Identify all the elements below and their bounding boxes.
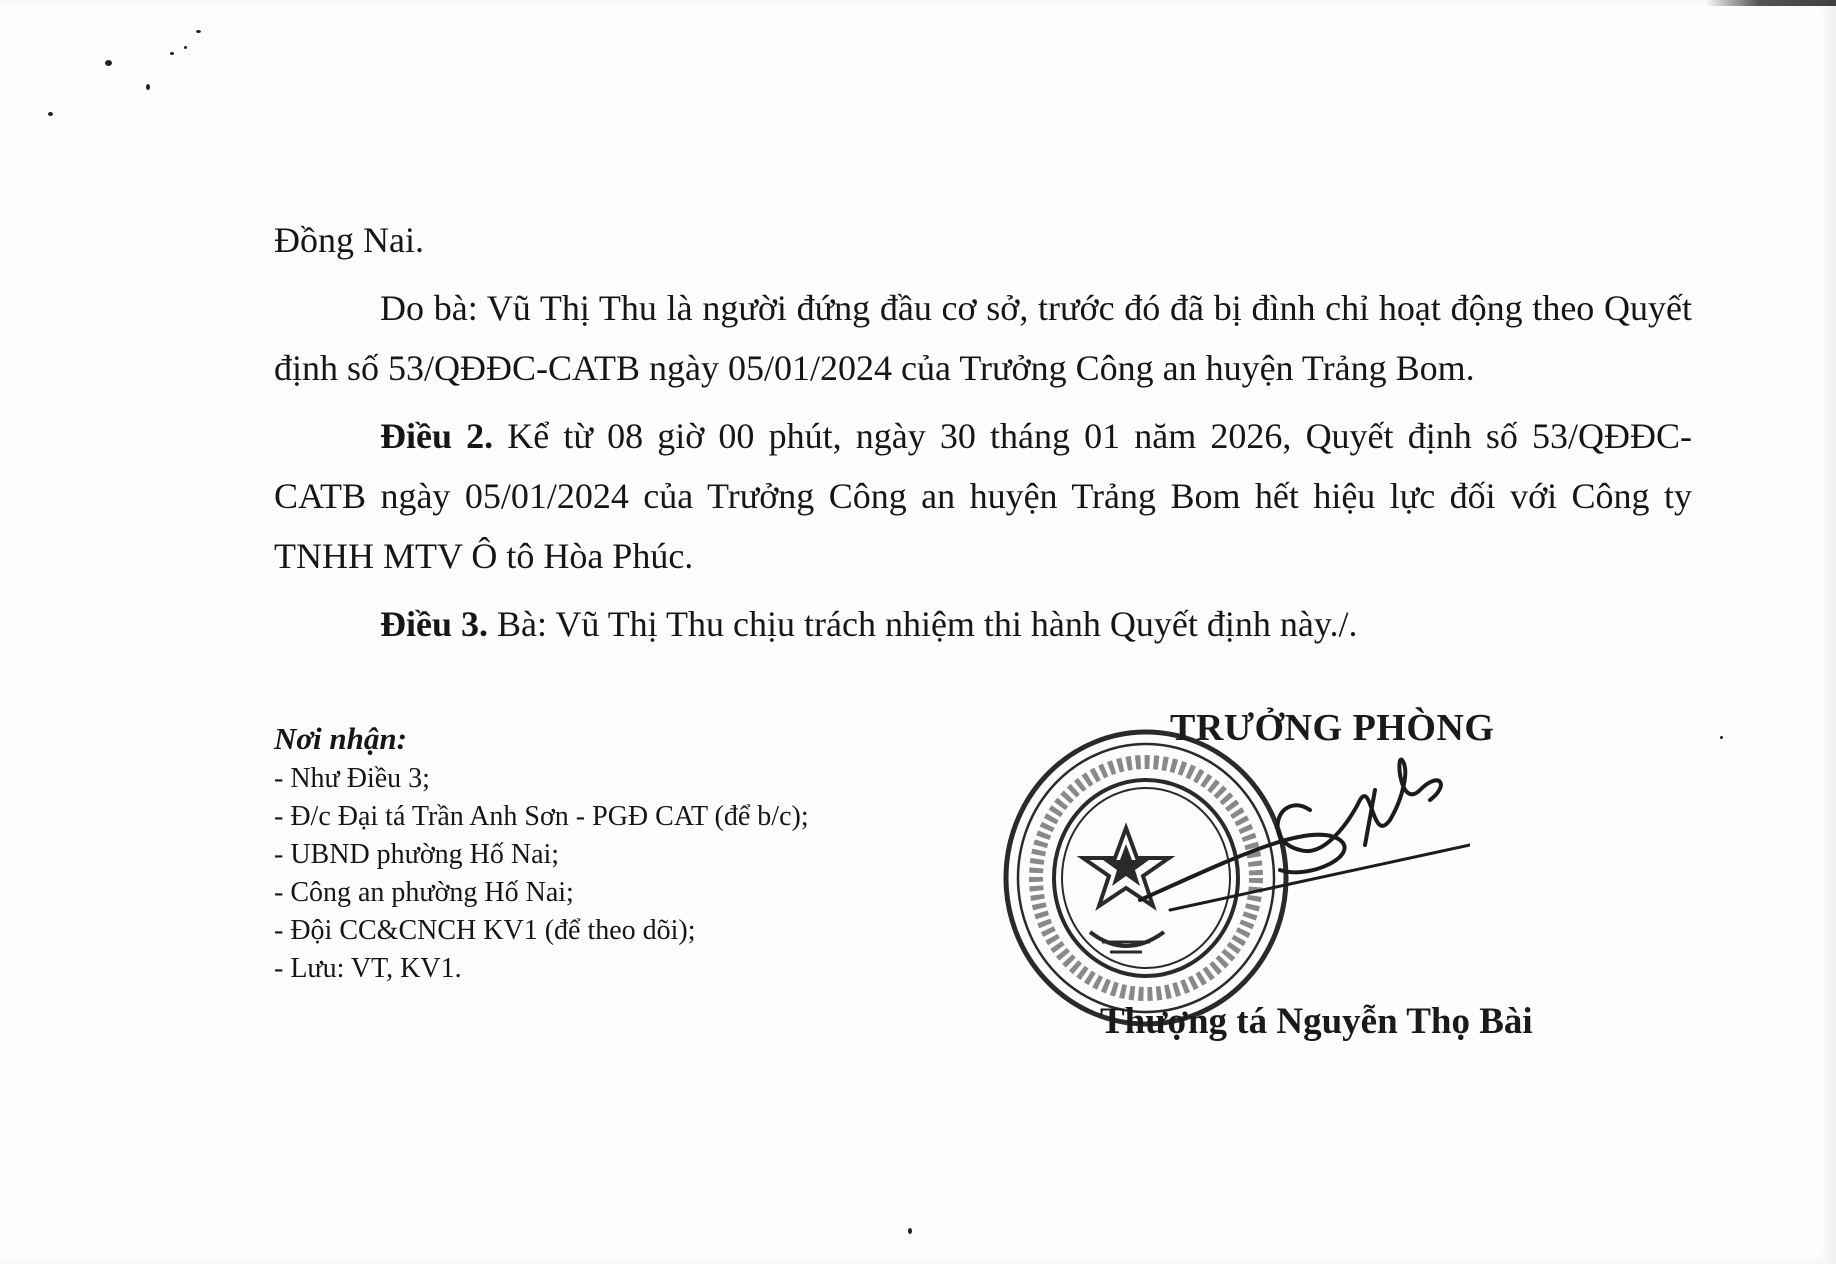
recipient-item: - Như Điều 3; xyxy=(274,763,430,794)
recipients-block xyxy=(274,720,934,988)
signature-mark xyxy=(1110,750,1470,920)
paragraph-reason: Do bà: Vũ Thị Thu là người đứng đầu cơ sở, trước đó đã bị đình chỉ hoạt động theo Quyết định số 53/QĐĐC-CATB ngày 05/01/2024 của Trưởng Công an huyện Trảng Bom. xyxy=(274,288,1692,388)
recipients-list xyxy=(274,760,934,988)
scan-speck xyxy=(105,60,112,66)
article-2-label: Điều 2. xyxy=(380,416,494,456)
recipient-item: - Đ/c Đại tá Trần Anh Sơn - PGĐ CAT (để b/c); xyxy=(274,801,809,832)
recipient-item: - Công an phường Hố Nai; xyxy=(274,877,574,908)
scan-speck xyxy=(184,46,187,49)
scan-speck xyxy=(170,52,174,55)
decision-body xyxy=(274,210,1692,662)
recipient-item: - UBND phường Hố Nai; xyxy=(274,839,560,870)
signer-title: TRƯỞNG PHÒNG xyxy=(1170,707,1495,749)
scan-speck xyxy=(196,30,201,33)
article-3-label: Điều 3. xyxy=(380,604,488,644)
recipient-item: - Đội CC&CNCH KV1 (để theo dõi); xyxy=(274,915,696,946)
scan-speck xyxy=(908,1228,912,1234)
recipient-item: - Lưu: VT, KV1. xyxy=(274,953,462,984)
paragraph-article-3 xyxy=(274,594,1692,654)
paragraph-location-end: Đồng Nai. xyxy=(274,220,424,260)
scan-speck xyxy=(146,84,150,90)
scan-speck xyxy=(1720,736,1723,739)
recipients-title: Nơi nhận: xyxy=(274,721,407,756)
paragraph-article-2 xyxy=(274,406,1692,586)
article-3-text: Bà: Vũ Thị Thu chịu trách nhiệm thi hành Quyết định này./. xyxy=(488,604,1358,644)
signer-name: Thượng tá Nguyễn Thọ Bài xyxy=(1100,1001,1533,1042)
scan-edge-mark xyxy=(1706,0,1836,6)
signature-block xyxy=(990,700,1690,1060)
article-2-text: Kể từ 08 giờ 00 phút, ngày 30 tháng 01 năm 2026, Quyết định số 53/QĐĐC-CATB ngày 05/01/2024 của Trưởng Công an huyện Trảng Bom hết hiệu lực đối với Công ty TNHH MTV Ô tô Hòa Phúc. xyxy=(274,416,1692,576)
scan-speck xyxy=(48,112,53,116)
